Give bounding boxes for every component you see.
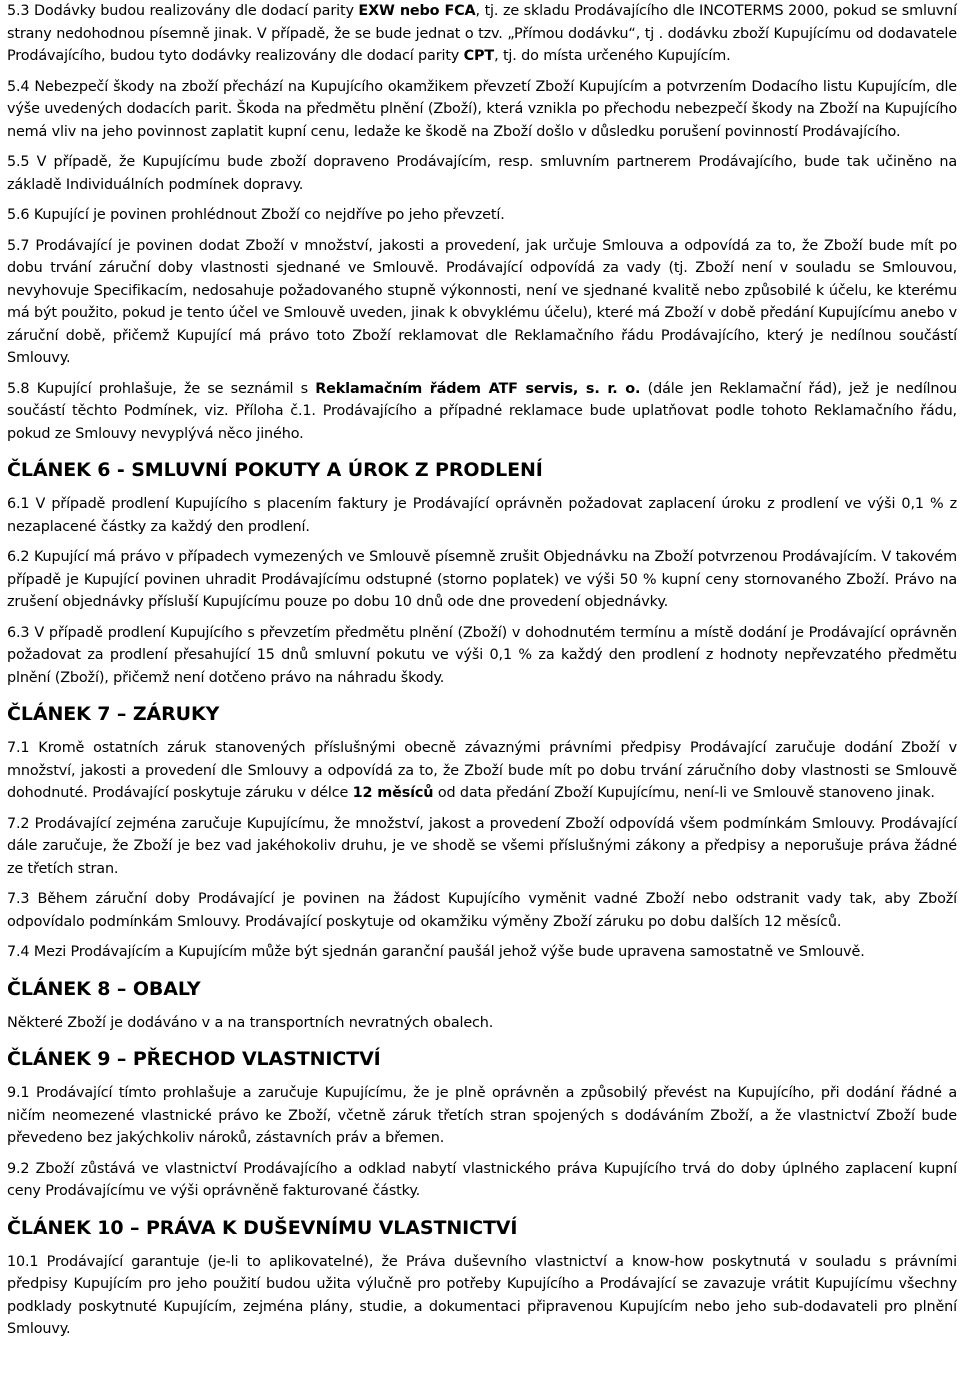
clause-10-1: 10.1 Prodávající garantuje (je-li to aplikovatelné), že Práva duševního vlastnictví a know-how poskytnutá v souladu s právními předpisy Kupujícím pro jeho použití budou užita výlučně pro potřeby Kupujícího a Prodávající se zavazuje vrátit Kupujícímu všechny podklady poskytnuté Kupujícím, zejména plány, studie, a dokumentaci připravenou Kupujícím nebo jeho sub-dodavateli pro plnění Smlouvy. xyxy=(7,1253,957,1337)
parity-cpt: CPT xyxy=(463,48,495,64)
clause-5-7: 5.7 Prodávající je povinen dodat Zboží v množství, jakosti a provedení, jak určuje Smlouva a odpovídá za to, že Zboží bude mít po dobu trvání záruční doby vlastnosti sjednané ve Smlouvě. Prodávající odpovídá za vady (tj. Zboží není v souladu se Smlouvou, nevyhovuje Specifikacím, nedosahuje požadovaného stupně výkonnosti, není ve sjednané kvalitě nebo způsobilé k účelu, ke kterému má být použito, pokud je tento účel ve Smlouvě uveden, jinak k obvyklému účelu), které má Zboží v době předání Kupujícímu anebo v záruční době, přičemž Kupující má právo toto Zboží reklamovat dle Reklamačního řádu Prodávajícího, který je nedílnou součástí Smlouvy. xyxy=(7,237,957,366)
clause-9-2: 9.2 Zboží zůstává ve vlastnictví Prodávajícího a odklad nabytí vlastnického práva Kupujícího trvá do doby úplného zaplacení kupní ceny Prodávajícímu ve výši oprávněně fakturované částky. xyxy=(7,1160,957,1199)
clause-6-2: 6.2 Kupující má právo v případech vymezených ve Smlouvě písemně zrušit Objednávku na Zboží potvrzenou Prodávajícím. V takovém případě je Kupující povinen uhradit Prodávajícímu odstupné (storno poplatek) ve výši 50 % kupní ceny stornovaného Zboží. Právo na zrušení objednávky přísluší Kupujícímu pouze po dobu 10 dnů ode dne provedení objednávky. xyxy=(7,549,957,610)
clause-7-4: 7.4 Mezi Prodávajícím a Kupujícím může být sjednán garanční paušál jehož výše bude upravena samostatně ve Smlouvě. xyxy=(7,944,865,960)
clause-8: Některé Zboží je dodáváno v a na transportních nevratných obalech. xyxy=(7,1014,494,1031)
heading-article-9: ČLÁNEK 9 – PŘECHOD VLASTNICTVÍ xyxy=(7,1048,381,1070)
clause-5-4: 5.4 Nebezpečí škody na zboží přechází na Kupujícího okamžikem převzetí Zboží Kupujícím a potvrzením Dodacího listu Kupujícím, dle výše uvedených dodacích parit. Škoda na předmětu plnění (Zboží), která vznikla po přechodu nebezpečí škody na Zboží na Kupujícího nemá vliv na jeho povinnost zaplatit kupní cenu, ledaže ke škodě na Zboží došlo v důsledku porušení povinností Prodávajícího. xyxy=(7,78,957,140)
clause-5-5: 5.5 V případě, že Kupujícímu bude zboží dopraveno Prodávajícím, resp. smluvním partnerem Prodávajícího, bude tak učiněno na základě Individuálních podmínek dopravy. xyxy=(7,154,957,193)
clause-7-3: 7.3 Během záruční doby Prodávající je povinen na žádost Kupujícího vyměnit vadné Zboží nebo odstranit vady tak, aby Zboží odpovídalo podmínkám Smlouvy. Prodávající poskytuje od okamžiku výměny Zboží záruku po dobu dalších 12 měsíců. xyxy=(7,891,957,930)
clause-5-6: 5.6 Kupující je povinen prohlédnout Zboží co nejdříve po jeho převzetí. xyxy=(7,207,505,223)
clause-5-3: 5.3 Dodávky budou realizovány dle dodací parity EXW nebo FCA, tj. ze skladu Prodávajícího dle INCOTERMS 2000, pokud se smluvní strany nedohodnou písemně jinak. V případě, že se bude jednat o tzv. „Přímou dodávku“, tj . dodávku zboží Kupujícímu od dodavatele Prodávajícího, budou tyto dodávky realizovány dle dodací parity CPT, tj. do místa určeného Kupujícím. xyxy=(7,3,957,64)
parity-exw-fca: EXW nebo FCA xyxy=(358,3,476,19)
clause-6-3: 6.3 V případě prodlení Kupujícího s převzetím předmětu plnění (Zboží) v dohodnutém termínu a místě dodání je Prodávající oprávněn požadovat za prodlení přesahující 15 dnů smluvní pokutu ve výši 0,1 % za každý den prodlení z hodnoty nepřevzatého předmětu plnění (Zboží), přičemž není dotčeno právo na náhradu škody. xyxy=(7,624,957,686)
heading-article-8: ČLÁNEK 8 – OBALY xyxy=(7,977,201,1000)
document-page xyxy=(7,0,957,1349)
complaints-code-name: Reklamačním řádem ATF servis, s. r. o. xyxy=(315,380,641,397)
heading-article-6: ČLÁNEK 6 - SMLUVNÍ POKUTY A ÚROK Z PRODLENÍ xyxy=(7,459,543,481)
heading-article-10: ČLÁNEK 10 – PRÁVA K DUŠEVNÍMU VLASTNICTVÍ xyxy=(7,1216,518,1239)
clause-7-2: 7.2 Prodávající zejména zaručuje Kupujícímu, že množství, jakost a provedení Zboží odpovídá všem podmínkám Smlouvy. Prodávající dále zaručuje, že Zboží je bez vad jakéhokoliv druhu, je ve shodě se všemi příslušnými zákony a předpisy a neporušuje práva žádné ze třetích stran. xyxy=(7,815,957,877)
heading-article-7: ČLÁNEK 7 – ZÁRUKY xyxy=(7,703,220,725)
warranty-period: 12 měsíců xyxy=(352,785,434,801)
clause-5-8: 5.8 Kupující prohlašuje, že se seznámil s Reklamačním řádem ATF servis, s. r. o. (dále jen Reklamační řád), jež je nedílnou součástí těchto Podmínek, viz. Příloha č.1. Prodávajícího a případné reklamace bude uplatňovat podle tohoto Reklamačního řádu, pokud ze Smlouvy nevyplývá něco jiného. xyxy=(7,380,957,442)
clause-9-1: 9.1 Prodávající tímto prohlašuje a zaručuje Kupujícímu, že je plně oprávněn a způsobilý převést na Kupujícího, při dodání řádné a ničím neomezené vlastnické právo ke Zboží, včetně záruk třetích stran spojených s dodáváním Zboží, a že vlastnictví Zboží bude převedeno bez jakýchkoliv nároků, zástavních práv a břemen. xyxy=(7,1085,957,1146)
clause-6-1: 6.1 V případě prodlení Kupujícího s placením faktury je Prodávající oprávněn požadovat zaplacení úroku z prodlení ve výši 0,1 % z nezaplacené částky za každý den prodlení. xyxy=(7,496,957,535)
clause-7-1: 7.1 Kromě ostatních záruk stanovených příslušnými obecně závaznými právními předpisy Prodávající zaručuje dodání Zboží v množství, jakosti a provedení dle Smlouvy a odpovídá za to, že Zboží bude mít po dobu trvání záručního doby vlastnosti se Smlouvě dohodnuté. Prodávající poskytuje záruku v délce 12 měsíců od data předání Zboží Kupujícímu, není-li ve Smlouvě stanoveno jinak. xyxy=(7,740,957,801)
